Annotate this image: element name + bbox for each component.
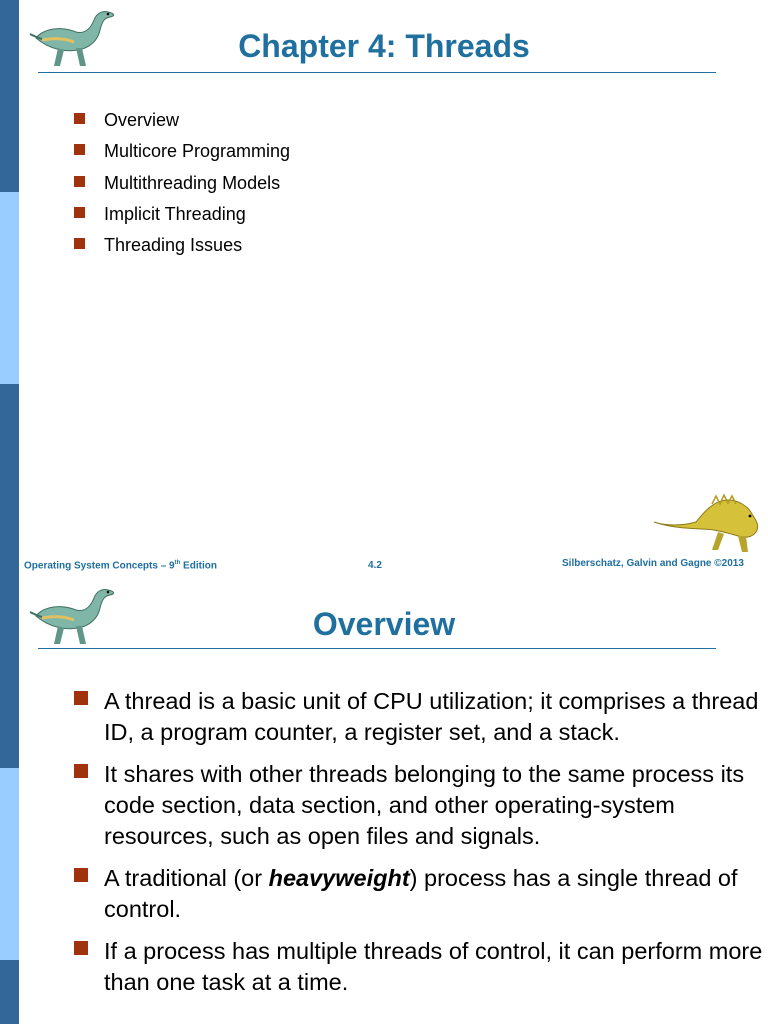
list-item — [74, 140, 290, 171]
dinosaur-footer-icon — [652, 492, 762, 554]
list-item-text: Implicit Threading — [104, 203, 246, 224]
title-underline — [38, 648, 716, 649]
list-item-text: Overview — [104, 110, 180, 130]
slide-title: Overview — [312, 606, 456, 642]
bullet-marker — [74, 238, 85, 249]
bullet-marker — [74, 691, 88, 705]
list-item — [74, 109, 290, 140]
list-item — [74, 863, 764, 925]
list-item-text: It shares with other threads belonging to the same process its code section, data section, and other operating-system resources, such as open files and signals. — [104, 761, 745, 849]
list-item-text: Multithreading Models — [104, 172, 281, 193]
bullet-marker — [74, 207, 85, 218]
list-item — [74, 234, 290, 265]
title-underline — [38, 72, 716, 73]
bullet-marker — [74, 176, 85, 187]
list-item-text: A traditional (or heavyweight) process has a single thread of control. — [104, 865, 738, 922]
list-item — [74, 936, 764, 998]
list-item-text: Multicore Programming — [104, 141, 291, 162]
bullet-marker — [74, 144, 85, 155]
footer-page-number: 4.2 — [368, 560, 382, 571]
footer-book-title: Operating System Concepts – 9th Edition — [24, 560, 217, 572]
list-item-text: Threading Issues — [104, 235, 243, 256]
list-item — [74, 172, 290, 203]
bullet-marker — [74, 941, 88, 955]
overview-list — [74, 686, 764, 1009]
bullet-marker — [74, 868, 88, 882]
bullet-marker — [74, 764, 88, 778]
bullet-marker — [74, 113, 85, 124]
list-item-text: If a process has multiple threads of control, it can perform more than one task at a time. — [104, 938, 763, 995]
list-item-text: A thread is a basic unit of CPU utilization; it comprises a thread ID, a program counter, a register set, and a stack. — [104, 688, 759, 745]
emphasis-heavyweight: heavyweight — [268, 865, 410, 891]
footer-authors: Silberschatz, Galvin and Gagne ©2013 — [562, 558, 744, 569]
list-item — [74, 686, 764, 748]
slide-overview — [0, 588, 768, 1024]
list-item — [74, 759, 764, 852]
list-item — [74, 203, 290, 234]
slide-title: Chapter 4: Threads — [238, 28, 530, 64]
topic-list — [74, 109, 290, 265]
